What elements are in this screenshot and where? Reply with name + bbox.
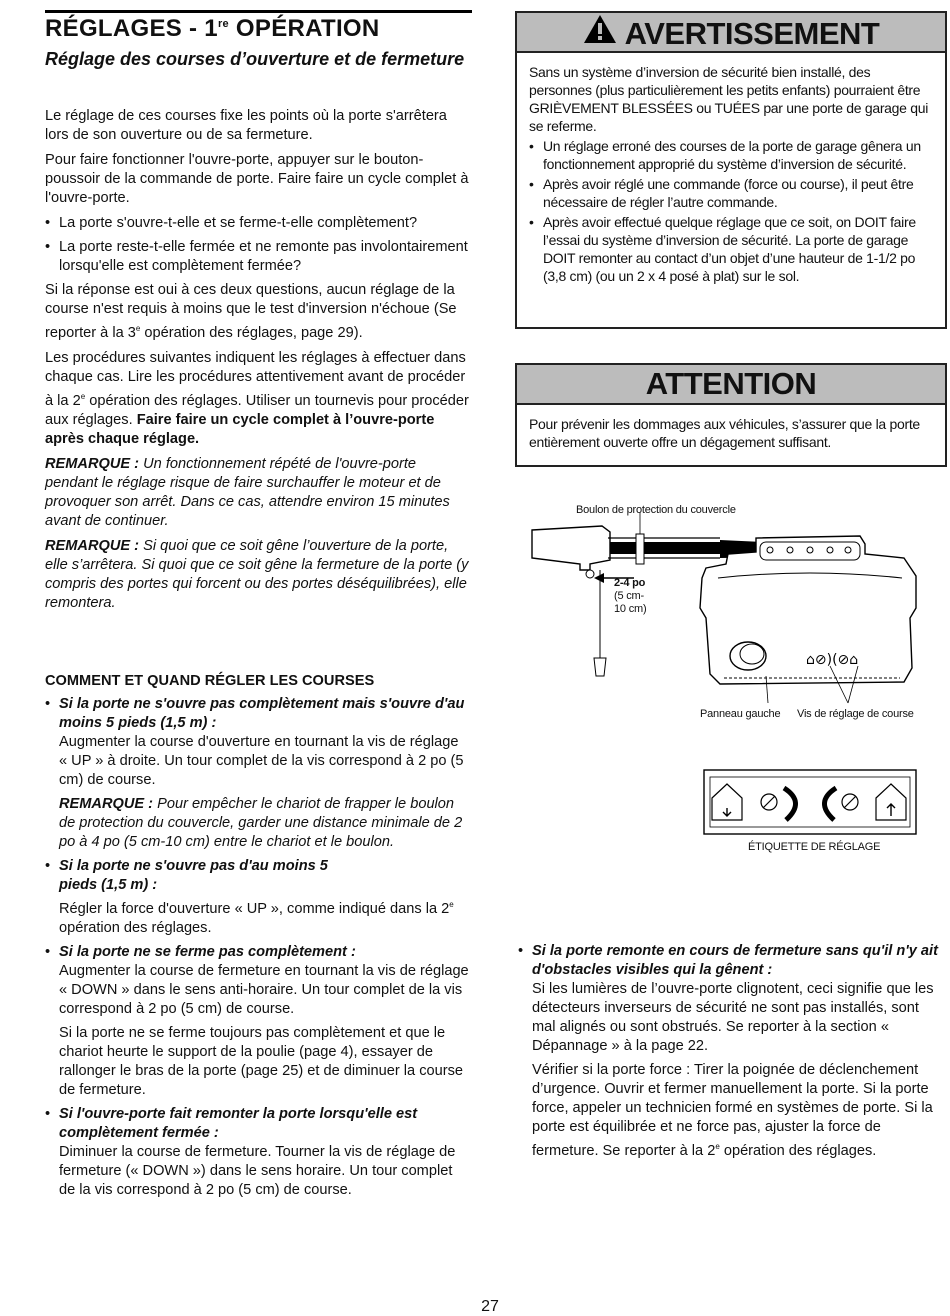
label-distance-metric: (5 cm- xyxy=(614,590,644,602)
paragraph: Pour faire fonctionner l'ouvre-porte, appuyer sur le bouton-poussoir de la commande de porte. Faire faire un cycle complet à l'ouvre-porte. xyxy=(45,152,469,206)
list-item: • Un réglage erroné des courses de la porte de garage gênera un fonctionnement approprié du système d’inversion de sécurité. xyxy=(529,138,921,172)
attention-box xyxy=(515,363,947,467)
paragraph: Si la réponse est oui à ces deux questions, aucun réglage de la course n'est requis à moins que le test d'inversion n'échoue (Se reporter à la 3e opération des réglages, page 29). xyxy=(45,282,457,341)
list-item: • Si la porte ne s'ouvre pas complètement mais s'ouvre d'au moins 5 pieds (1,5 m) : Augmenter la course d'ouverture en tournant la vis de réglage « UP » à droite. Un tour complet de la vis correspond à 2 po (5 cm) de course. REMARQUE : Pour empêcher le chariot de frapper le boulon de protection du couvercle, garder une distance minimale de 2 po à 4 po (5 cm-10 cm) entre le chariot et le boulon. xyxy=(45,696,465,850)
note: REMARQUE : Un fonctionnement répété de l'ouvre-porte pendant le réglage risque de faire surchauffer le moteur et de provoquer son arrêt. Dans ce cas, attendre environ 15 minutes avant de continuer. xyxy=(45,456,450,529)
paragraph: Les procédures suivantes indiquent les réglages à effectuer dans chaque cas. Lire les procédures attentivement avant de procéder à la 2e opération des réglages. Utiliser un tournevis pour procéder aux réglages. Faire faire un cycle complet à l’ouvre-porte après chaque réglage. xyxy=(45,350,469,447)
list-item: • Si la porte ne se ferme pas complètement : Augmenter la course de fermeture en tournant la vis de réglage « DOWN » dans le sens anti-horaire. Un tour complet de la vis correspond à 2 po (5 cm) de course. Si la porte ne se ferme toujours pas complètement et que le chariot heurte le support de la poulie (page 4), essayer de rallonger le bras de la porte (page 25) et de diminuer la course de fermeture. xyxy=(45,944,469,1098)
list-item: • Si la porte ne s'ouvre pas d'au moins 5 pieds (1,5 m) : Régler la force d'ouverture « UP », comme indiqué dans la 2e opération des réglages. xyxy=(45,858,454,936)
paragraph: Le réglage de ces courses fixe les points où la porte s'arrêtera lors de son ouverture ou de sa fermeture. xyxy=(45,108,447,143)
list-item: • Si l'ouvre-porte fait remonter la porte lorsqu'elle est complètement fermée : Diminuer la course de fermeture. Tourner la vis de réglage de fermeture (« DOWN ») dans le sens horaire. Un tour complet de la vis correspond à 2 po (5 cm) de course. xyxy=(45,1106,456,1198)
section-title: COMMENT ET QUAND RÉGLER LES COURSES xyxy=(45,673,375,689)
list-item: • Si la porte remonte en cours de fermeture sans qu'il n'y ait d'obstacles visibles qui la gênent : Si les lumières de l’ouvre-porte clignotent, ceci signifie que les détecteurs inverseurs de sécurité ne sont pas installés, sont mal alignés ou sont obstrués. Se reporter à la section « Dépannage » à la page 22. Vérifier si la porte force : Tirer la poignée de déclenchement d’urgence. Ouvrir et fermer manuellement la porte. Si la porte force, appeler un technicien formé en systèmes de porte. Si la porte est équilibrée et ne force pas, ajuster la force de fermeture. Se reporter à la 2e opération des réglages. xyxy=(518,943,938,1159)
label-left-panel: Panneau gauche xyxy=(700,708,781,720)
intro-section xyxy=(45,107,470,619)
right-section xyxy=(518,942,942,1166)
label-bolt: Boulon de protection du couvercle xyxy=(576,504,736,516)
list-item: • La porte reste-t-elle fermée et ne remonte pas involontairement lorsqu'elle est complètement fermée? xyxy=(45,239,468,274)
warning-body: Sans un système d’inversion de sécurité bien installé, des personnes (plus particulièrement les petits enfants) pourraient être GRIÈVEMENT BLESSÉES ou TUÉES par une porte de garage qui se referme. • Un réglage erroné des courses de la porte de garage gênera un fonctionnement approprié du système d’inversion de sécurité. • Après avoir réglé une commande (force ou course), il peut être nécessaire de régler l’autre commande. • Après avoir effectué quelque réglage que ce soit, on DOIT faire l’essai du système d’inversion de sécurité. La porte de garage DOIT remonter au contact d’un objet d’une hauteur de 1-1/2 po (3,8 cm) (ou un 2 x 4 posé à plat) sur le sol. xyxy=(517,53,945,285)
label-adjustment-screws: Vis de réglage de course xyxy=(797,708,914,720)
label-distance: 2-4 po xyxy=(614,577,646,589)
page-number: 27 xyxy=(481,1298,499,1315)
attention-body: Pour prévenir les dommages aux véhicules, s’assurer que la porte entièrement ouverte offre un dégagement suffisant. xyxy=(529,416,920,450)
warning-header: AVERTISSEMENT xyxy=(517,13,945,53)
header-rule xyxy=(45,10,472,13)
page-title: RÉGLAGES - 1re OPÉRATION xyxy=(45,15,380,42)
attention-header: ATTENTION xyxy=(517,365,945,405)
page-subtitle: Réglage des courses d’ouverture et de fermeture xyxy=(45,49,465,69)
label-distance-metric-2: 10 cm) xyxy=(614,603,647,615)
courses-section xyxy=(45,672,470,1205)
warning-triangle-icon xyxy=(583,14,617,53)
list-item: • Après avoir réglé une commande (force ou course), il peut être nécessaire de régler l’autre commande. xyxy=(529,176,914,210)
opener-diagram xyxy=(520,498,940,868)
list-item: • La porte s'ouvre-t-elle et se ferme-t-elle complètement? xyxy=(45,215,418,231)
opener-illustration xyxy=(520,498,940,868)
warning-box xyxy=(515,11,947,329)
list-item: • Après avoir effectué quelque réglage que ce soit, on DOIT faire l’essai du système d’inversion de sécurité. La porte de garage DOIT remonter au contact d’un objet d’une hauteur de 1-1/2 po (3,8 cm) (ou un 2 x 4 posé à plat) sur le sol. xyxy=(529,214,916,284)
label-adjustment-tag: ÉTIQUETTE DE RÉGLAGE xyxy=(748,841,881,853)
note: REMARQUE : Si quoi que ce soit gêne l’ouverture de la porte, elle s’arrêtera. Si quoi que ce soit gêne la fermeture de la porte (y compris des portes qui forcent ou des portes déséquilibrées), elle remontera. xyxy=(45,538,469,611)
svg-text:⌂⊘)(⊘⌂: ⌂⊘)(⊘⌂ xyxy=(806,652,859,668)
